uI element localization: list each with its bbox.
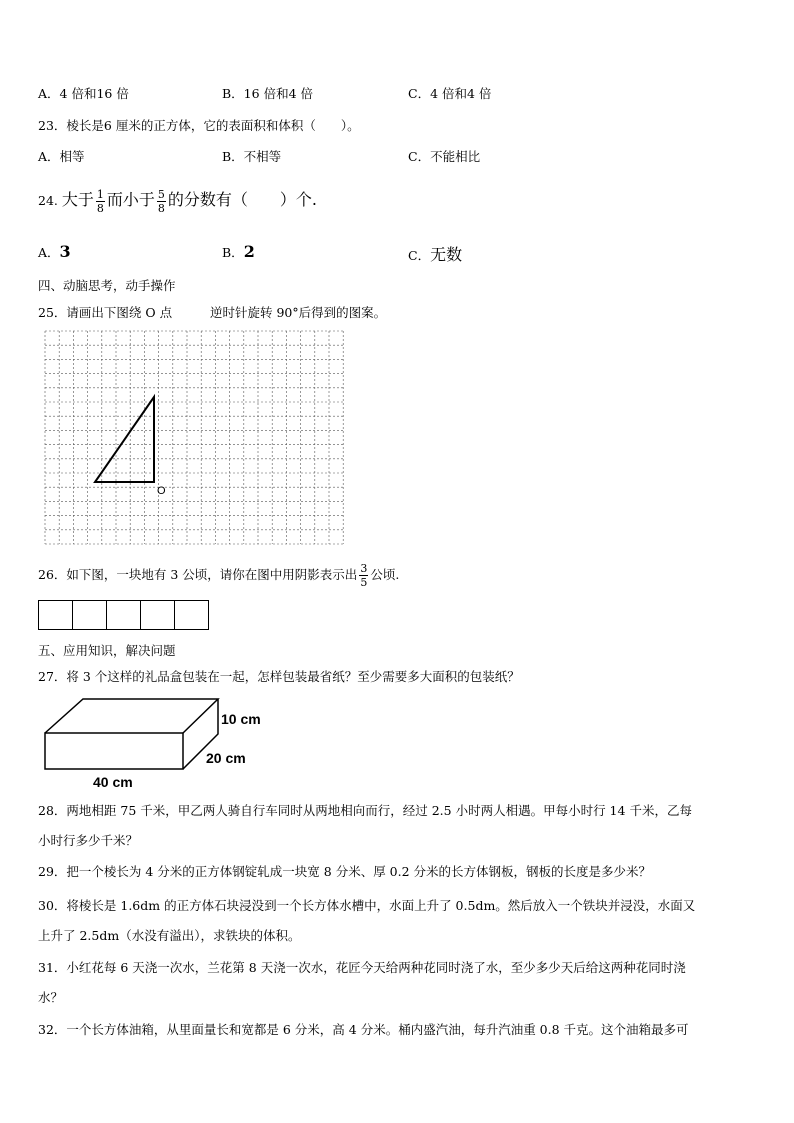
q24-fraction-1-numerator: 1: [96, 188, 104, 201]
q29-line-1: 29．把一个棱长为 4 分米的正方体钢锭轧成一块宽 8 分米、厚 0.2 分米的长方体钢板，钢板的长度是多少米？: [38, 864, 652, 879]
q23-option-b: B．不相等: [222, 149, 282, 164]
q26-stem-part-2: 公顷.: [370, 567, 400, 582]
q24-fraction-2-numerator: 5: [157, 188, 165, 201]
q24-fraction-1: [96, 188, 105, 215]
q22-option-b: B．16 倍和4 倍: [222, 86, 313, 101]
q26-stem: [38, 559, 399, 591]
section-4-heading: 四、动脑思考，动手操作: [38, 278, 176, 293]
q24-number: 24.: [38, 193, 58, 208]
q24-option-c: [408, 242, 462, 265]
q24-stem: [38, 183, 317, 218]
q30-line-2: 上升了 2.5dm（水没有溢出），求铁块的体积。: [38, 928, 301, 943]
q23-option-a: A．相等: [38, 149, 85, 164]
q24-text-1: 大于: [61, 190, 94, 209]
rotation-grid: [44, 330, 346, 546]
box-front-face: [45, 733, 183, 769]
q30-line-1: 30．将棱长是 1.6dm 的正方体石块浸没到一个长方体水槽中，水面上升了 0.5dm。然后放入一个铁块并浸没，水面又: [38, 898, 696, 913]
q25-stem-part-2: 逆时针旋转 90°后得到的图案。: [210, 305, 387, 320]
q24-option-b-letter: B．: [222, 245, 244, 260]
q26-stem-part-1: 26．如下图，一块地有 3 公顷，请你在图中用阴影表示出: [38, 567, 358, 582]
section-5-heading: 五、应用知识，解决问题: [38, 643, 176, 658]
q24-text-3: 的分数有（ ）个.: [167, 190, 317, 209]
land-cell[interactable]: [174, 600, 209, 630]
q24-option-c-value: 无数: [430, 245, 463, 264]
q31-line-1: 31．小红花每 6 天浇一次水，兰花第 8 天浇一次水，花匠今天给两种花同时浇了水，至少多少天后给这两种花同时浇: [38, 960, 686, 975]
q24-fraction-2: [157, 188, 166, 215]
q31-line-2: 水？: [38, 990, 64, 1005]
land-cell[interactable]: [106, 600, 141, 630]
q24-text-2: 而小于: [106, 190, 155, 209]
q24-option-c-letter: C．: [408, 248, 431, 263]
land-cell[interactable]: [140, 600, 175, 630]
q23-stem: 23．棱长是6 厘米的正方体，它的表面积和体积（ ）。: [38, 118, 360, 133]
land-cell[interactable]: [72, 600, 107, 630]
q24-option-a-letter: A．: [38, 245, 60, 260]
box-height-label: 10 cm: [221, 711, 261, 727]
q25-stem-part-1: 25．请画出下图绕 O 点: [38, 305, 173, 320]
q26-fraction: [359, 562, 368, 589]
q28-line-2: 小时行多少千米？: [38, 833, 139, 848]
box-width-label: 20 cm: [206, 750, 246, 766]
box-length-label: 40 cm: [93, 774, 133, 790]
q24-fraction-1-denominator: 8: [96, 202, 104, 215]
gift-box-figure: [40, 694, 300, 794]
q24-option-a-value: 3: [59, 242, 71, 261]
q24-fraction-2-denominator: 8: [157, 202, 165, 215]
q28-line-1: 28．两地相距 75 千米，甲乙两人骑自行车同时从两地相向而行，经过 2.5 小时两人相遇。甲每小时行 14 千米，乙每: [38, 803, 692, 818]
q24-option-b: [222, 242, 255, 261]
q26-fraction-denominator: 5: [360, 576, 368, 589]
q26-fraction-numerator: 3: [360, 562, 368, 575]
land-strip: [38, 600, 209, 630]
land-cell[interactable]: [38, 600, 73, 630]
q27-stem: 27．将 3 个这样的礼品盒包装在一起，怎样包装最省纸？至少需要多大面积的包装纸？: [38, 669, 520, 684]
point-o-label: O: [157, 485, 166, 497]
q24-option-b-value: 2: [243, 242, 255, 261]
box-top-face: [45, 699, 218, 733]
q23-option-c: C．不能相比: [408, 149, 481, 164]
q24-option-a: [38, 242, 71, 261]
q22-option-c: C．4 倍和4 倍: [408, 86, 492, 101]
triangle-figure: [95, 397, 154, 482]
q22-option-a: A．4 倍和16 倍: [38, 86, 129, 101]
q32-line-1: 32．一个长方体油箱，从里面量长和宽都是 6 分米，高 4 分米。桶内盛汽油，每升汽油重 0.8 千克。这个油箱最多可: [38, 1022, 689, 1037]
